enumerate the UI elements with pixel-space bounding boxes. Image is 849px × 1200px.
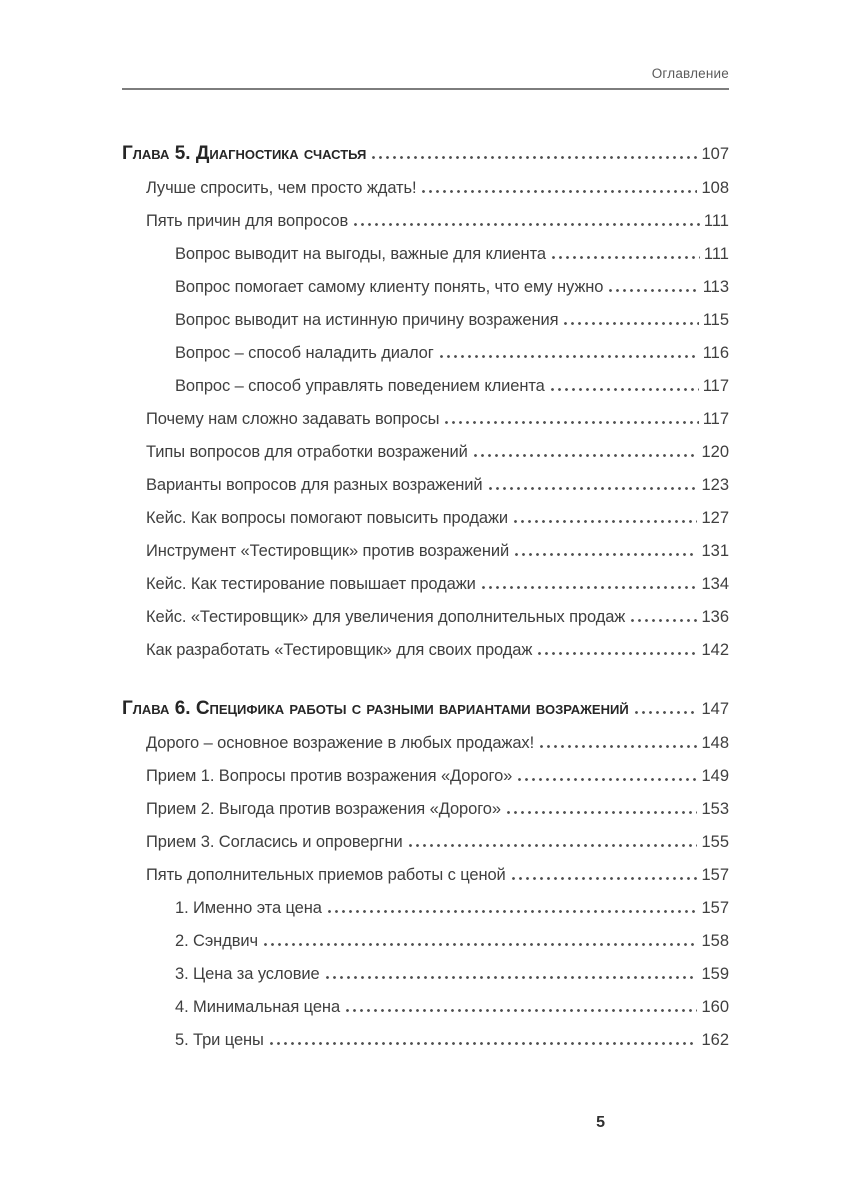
- toc-entry: [122, 436, 729, 469]
- dot-leader: [507, 811, 698, 814]
- toc-entry-page-number: 157: [701, 899, 729, 917]
- toc-entry-title: Вопрос выводит на выгоды, важные для клиента: [175, 245, 546, 263]
- dot-leader: [326, 976, 698, 979]
- dot-leader: [518, 778, 697, 781]
- toc-entry-title: Лучше спросить, чем просто ждать!: [146, 179, 417, 197]
- dot-leader: [514, 520, 697, 523]
- toc-entry: [122, 958, 729, 991]
- toc-entry-title: Кейс. «Тестировщик» для увеличения дополнительных продаж: [146, 608, 626, 626]
- chapter-title: Глава 5. Диагностика счастья: [122, 143, 367, 164]
- dot-leader: [474, 454, 698, 457]
- toc-section: [122, 691, 729, 1057]
- toc-entry-title: 3. Цена за условие: [175, 965, 320, 983]
- toc-entry-title: Прием 1. Вопросы против возражения «Дорого»: [146, 767, 513, 785]
- toc-entries: [122, 727, 729, 1057]
- toc-entry-page-number: 160: [701, 998, 729, 1016]
- dot-leader: [515, 553, 697, 556]
- toc-entry-page-number: 113: [702, 278, 729, 296]
- toc-entry-page-number: 149: [701, 767, 729, 785]
- toc-entry-title: Вопрос – способ наладить диалог: [175, 344, 434, 362]
- toc-entry: [122, 1024, 729, 1057]
- toc-entry-page-number: 158: [701, 932, 729, 950]
- dot-leader: [512, 877, 698, 880]
- toc-entry: [122, 337, 729, 370]
- toc-entry-page-number: 134: [701, 575, 729, 593]
- dot-leader: [346, 1009, 697, 1012]
- toc-entry: [122, 826, 729, 859]
- toc-entry-page-number: 108: [701, 179, 729, 197]
- toc-entry-page-number: 157: [701, 866, 729, 884]
- toc-entry-page-number: 117: [702, 410, 729, 428]
- toc-entry-title: Вопрос выводит на истинную причину возражения: [175, 311, 559, 329]
- toc-entry-title: Прием 2. Выгода против возражения «Дорого»: [146, 800, 501, 818]
- toc-entry: [122, 172, 729, 205]
- toc-entry-title: Вопрос помогает самому клиенту понять, что ему нужно: [175, 278, 604, 296]
- toc-entry-title: Пять причин для вопросов: [146, 212, 349, 230]
- running-header-title: Оглавление: [651, 66, 729, 81]
- toc-entry-page-number: 115: [702, 311, 729, 329]
- toc-entry-page-number: 111: [703, 245, 729, 263]
- toc-entry: [122, 205, 729, 238]
- dot-leader: [540, 745, 697, 748]
- toc-entry-title: 5. Три цены: [175, 1031, 264, 1049]
- toc-entry: [122, 991, 729, 1024]
- dot-leader: [440, 355, 699, 358]
- chapter-title: Глава 6. Специфика работы с разными вариантами возражений: [122, 698, 629, 719]
- toc-entry: [122, 634, 729, 667]
- toc-entry: [122, 403, 729, 436]
- toc-entry-page-number: 162: [701, 1031, 729, 1049]
- toc: [122, 136, 729, 1057]
- toc-entry: [122, 925, 729, 958]
- dot-leader: [631, 619, 697, 622]
- toc-entry-title: 2. Сэндвич: [175, 932, 258, 950]
- toc-entry: [122, 238, 729, 271]
- toc-entry: [122, 271, 729, 304]
- dot-leader: [538, 652, 697, 655]
- dot-leader: [564, 322, 698, 325]
- toc-entry: [122, 859, 729, 892]
- dot-leader: [552, 256, 700, 259]
- dot-leader: [409, 844, 698, 847]
- dot-leader: [609, 289, 698, 292]
- dot-leader: [372, 156, 697, 159]
- page-number: 5: [596, 1114, 605, 1131]
- toc-entry-page-number: 155: [701, 833, 729, 851]
- dot-leader: [482, 586, 698, 589]
- dot-leader: [270, 1042, 698, 1045]
- toc-chapter-heading: [122, 691, 729, 727]
- header-rule: [122, 88, 729, 90]
- toc-entry-title: Дорого – основное возражение в любых продажах!: [146, 734, 535, 752]
- toc-entry: [122, 304, 729, 337]
- toc-entry: [122, 469, 729, 502]
- toc-entry-page-number: 131: [701, 542, 729, 560]
- toc-entry: [122, 760, 729, 793]
- toc-chapter-heading: [122, 136, 729, 172]
- dot-leader: [328, 910, 698, 913]
- toc-entry-title: Типы вопросов для отработки возражений: [146, 443, 468, 461]
- toc-entry-title: Как разработать «Тестировщик» для своих продаж: [146, 641, 533, 659]
- toc-entry: [122, 370, 729, 403]
- toc-entry-title: Прием 3. Согласись и опровергни: [146, 833, 403, 851]
- running-header: [122, 66, 729, 90]
- toc-entry-page-number: 136: [701, 608, 729, 626]
- toc-entry-title: Почему нам сложно задавать вопросы: [146, 410, 440, 428]
- toc-entry-title: Кейс. Как вопросы помогают повысить продажи: [146, 509, 508, 527]
- toc-entry: [122, 535, 729, 568]
- toc-entries: [122, 172, 729, 667]
- toc-entry-page-number: 117: [702, 377, 729, 395]
- toc-entry-page-number: 153: [701, 800, 729, 818]
- dot-leader: [264, 943, 697, 946]
- book-page: [122, 0, 729, 1200]
- toc-entry-title: 1. Именно эта цена: [175, 899, 322, 917]
- toc-entry-page-number: 116: [702, 344, 729, 362]
- toc-entry-page-number: 127: [701, 509, 729, 527]
- toc-entry-page-number: 159: [701, 965, 729, 983]
- toc-entry-page-number: 148: [701, 734, 729, 752]
- chapter-page-number: 107: [701, 145, 729, 163]
- toc-entry-title: 4. Минимальная цена: [175, 998, 341, 1016]
- toc-entry-title: Варианты вопросов для разных возражений: [146, 476, 483, 494]
- toc-entry: [122, 793, 729, 826]
- dot-leader: [354, 223, 700, 226]
- toc-entry-title: Вопрос – способ управлять поведением клиента: [175, 377, 545, 395]
- toc-entry-page-number: 142: [701, 641, 729, 659]
- toc-entry: [122, 601, 729, 634]
- toc-entry-title: Пять дополнительных приемов работы с ценой: [146, 866, 506, 884]
- chapter-page-number: 147: [701, 700, 729, 718]
- dot-leader: [445, 421, 698, 424]
- toc-entry-page-number: 111: [703, 212, 729, 230]
- dot-leader: [635, 711, 698, 714]
- dot-leader: [551, 388, 699, 391]
- dot-leader: [489, 487, 698, 490]
- dot-leader: [422, 190, 697, 193]
- toc-entry: [122, 727, 729, 760]
- toc-entry-title: Инструмент «Тестировщик» против возражений: [146, 542, 510, 560]
- toc-entry: [122, 892, 729, 925]
- toc-entry-page-number: 123: [701, 476, 729, 494]
- toc-entry: [122, 568, 729, 601]
- toc-entry-title: Кейс. Как тестирование повышает продажи: [146, 575, 476, 593]
- toc-entry: [122, 502, 729, 535]
- toc-entry-page-number: 120: [701, 443, 729, 461]
- toc-section: [122, 136, 729, 667]
